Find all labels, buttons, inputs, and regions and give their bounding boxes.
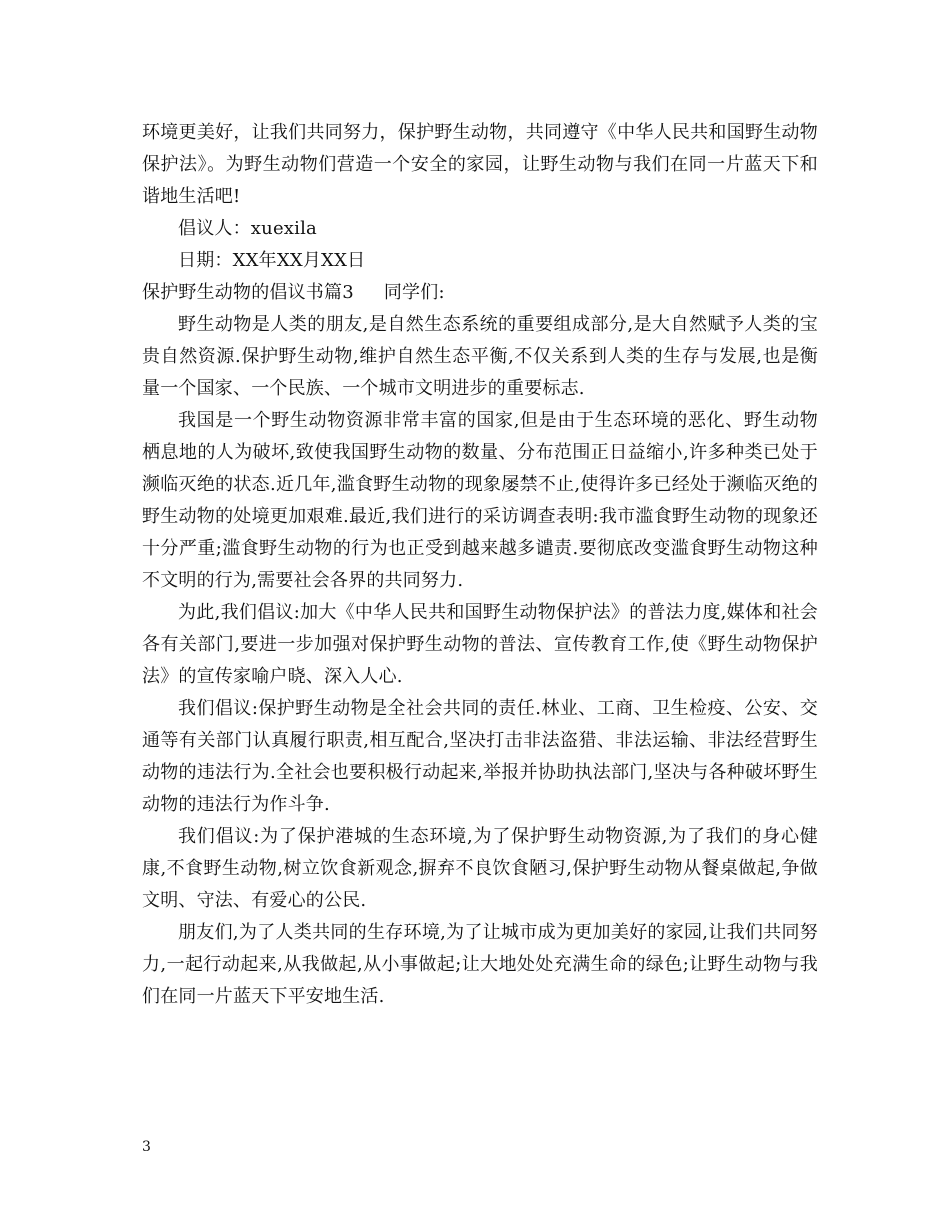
section-title: 保护野生动物的倡议书篇3 bbox=[142, 282, 354, 303]
paragraph: 为此,我们倡议:加大《中华人民共和国野生动物保护法》的普法力度,媒体和社会各有关部门,要进一步加强对保护野生动物的普法、宣传教育工作,使《野生动物保护法》的宣传家喻户晓、深入人心. bbox=[142, 602, 818, 687]
document-body bbox=[142, 117, 818, 1013]
signer-line: 倡议人：xuexila bbox=[178, 218, 317, 239]
salutation: 同学们: bbox=[383, 282, 445, 303]
paragraph: 我国是一个野生动物资源非常丰富的国家,但是由于生态环境的恶化、野生动物栖息地的人为破坏,致使我国野生动物的数量、分布范围正日益缩小,许多种类已处于濒临灭绝的状态.近几年,滥食野生动物的现象屡禁不止,使得许多已经处于濒临灭绝的野生动物的处境更加艰难.最近,我们进行的采访调查表明:我市滥食野生动物的现象还十分严重;滥食野生动物的行为也正受到越来越多谴责.要彻底改变滥食野生动物这种不文明的行为,需要社会各界的共同努力. bbox=[142, 410, 818, 591]
continued-paragraph: 环境更美好，让我们共同努力，保护野生动物，共同遵守《中华人民共和国野生动物保护法》。为野生动物们营造一个安全的家园，让野生动物与我们在同一片蓝天下和谐地生活吧! bbox=[142, 122, 818, 207]
paragraph: 我们倡议:保护野生动物是全社会共同的责任.林业、工商、卫生检疫、公安、交通等有关部门认真履行职责,相互配合,坚决打击非法盗猎、非法运输、非法经营野生动物的违法行为.全社会也要积极行动起来,举报并协助执法部门,坚决与各种破坏野生动物的违法行为作斗争. bbox=[142, 698, 818, 815]
paragraph: 朋友们,为了人类共同的生存环境,为了让城市成为更加美好的家园,让我们共同努力,一起行动起来,从我做起,从小事做起;让大地处处充满生命的绿色;让野生动物与我们在同一片蓝天下平安地生活. bbox=[142, 922, 818, 1007]
date-line: 日期：XX年XX月XX日 bbox=[178, 250, 366, 271]
paragraph: 野生动物是人类的朋友,是自然生态系统的重要组成部分,是大自然赋予人类的宝贵自然资源.保护野生动物,维护自然生态平衡,不仅关系到人类的生存与发展,也是衡量一个国家、一个民族、一个城市文明进步的重要标志. bbox=[142, 314, 818, 399]
page-number: 3 bbox=[142, 1139, 151, 1155]
paragraph: 我们倡议:为了保护港城的生态环境,为了保护野生动物资源,为了我们的身心健康,不食野生动物,树立饮食新观念,摒弃不良饮食陋习,保护野生动物从餐桌做起,争做文明、守法、有爱心的公民. bbox=[142, 826, 818, 911]
section-heading-line bbox=[142, 277, 818, 309]
